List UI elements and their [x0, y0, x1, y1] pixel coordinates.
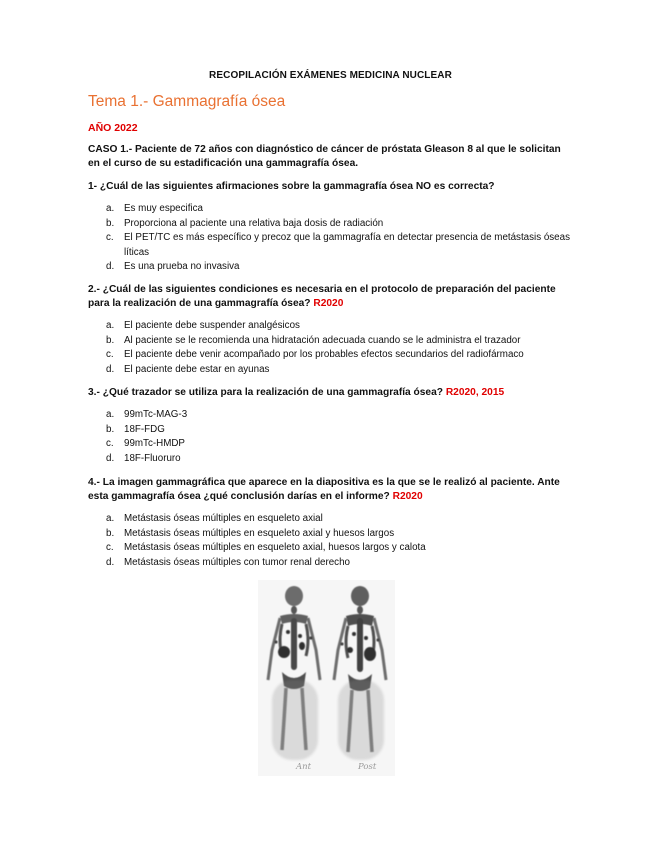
option[interactable]: d. 18F-Fluoruro — [106, 452, 181, 464]
option[interactable]: a. 99mTc-MAG-3 — [106, 409, 188, 420]
figure-label-posterior: Post — [358, 762, 377, 772]
question-text: 4.- La imagen gammagráfica que aparece en la diapositiva es la que se le realizó al paciente. Ante esta gammagrafía ósea ¿qué conclusión darías en el informe? — [88, 477, 560, 502]
option[interactable]: b. Metástasis óseas múltiples en esqueleto axial y huesos largos — [106, 527, 395, 539]
option[interactable]: a. Metástasis óseas múltiples en esqueleto axial — [106, 513, 323, 524]
option[interactable]: b. 18F-FDG — [106, 423, 165, 435]
year-heading: AÑO 2022 — [88, 122, 138, 134]
option[interactable]: c. Metástasis óseas múltiples en esqueleto axial, huesos largos y calota — [106, 542, 426, 554]
option[interactable]: d. Es una prueba no invasiva — [106, 261, 240, 273]
option[interactable]: c. 99mTc-HMDP — [106, 438, 185, 450]
question-1 — [88, 180, 573, 194]
bone-scan-image — [258, 580, 395, 776]
case-description: CASO 1.- Paciente de 72 años con diagnóstico de cáncer de próstata Gleason 8 al que le solicitan en el curso de su estadificación una gammagrafía ósea. — [88, 144, 561, 169]
question-4 — [88, 476, 573, 504]
option[interactable]: d. El paciente debe estar en ayunas — [106, 363, 270, 375]
question-3 — [88, 386, 573, 400]
question-tag: R2020, 2015 — [445, 387, 505, 398]
option[interactable]: a. El paciente debe suspender analgésicos — [106, 320, 300, 331]
question-tag: R2020 — [392, 491, 423, 502]
document-title: RECOPILACIÓN EXÁMENES MEDICINA NUCLEAR — [209, 70, 452, 81]
question-4-options — [88, 512, 573, 570]
option[interactable]: c. El paciente debe venir acompañado por los probables efectos secundarios del radiofármaco — [106, 349, 524, 361]
question-text: 3.- ¿Qué trazador se utiliza para la realización de una gammagrafía ósea? — [88, 387, 443, 398]
option[interactable]: d. Metástasis óseas múltiples con tumor renal derecho — [106, 556, 350, 568]
question-2-options — [88, 319, 573, 377]
question-1-options — [88, 202, 573, 275]
question-text: 2.- ¿Cuál de las siguientes condiciones es necesaria en el protocolo de preparación del paciente para la realización de una gammagrafía ósea? — [88, 284, 556, 309]
figure-label-anterior: Ant — [296, 762, 312, 772]
question-2 — [88, 283, 573, 311]
section-title: Tema 1.- Gammagrafía ósea — [88, 93, 286, 110]
question-text: 1- ¿Cuál de las siguientes afirmaciones sobre la gammagrafía ósea NO es correcta? — [88, 181, 495, 192]
option[interactable]: b. Proporciona al paciente una relativa baja dosis de radiación — [106, 217, 384, 229]
question-3-options — [88, 408, 573, 466]
option[interactable]: b. Al paciente se le recomienda una hidratación adecuada cuando se le administra el trazador — [106, 334, 521, 346]
option[interactable]: a. Es muy especifica — [106, 203, 203, 214]
bone-scan-illustration — [258, 580, 395, 776]
question-tag: R2020 — [313, 298, 344, 309]
option[interactable]: c. El PET/TC es más específico y precoz que la gammagrafía en detectar presencia de metástasis óseas líticas — [106, 232, 570, 258]
